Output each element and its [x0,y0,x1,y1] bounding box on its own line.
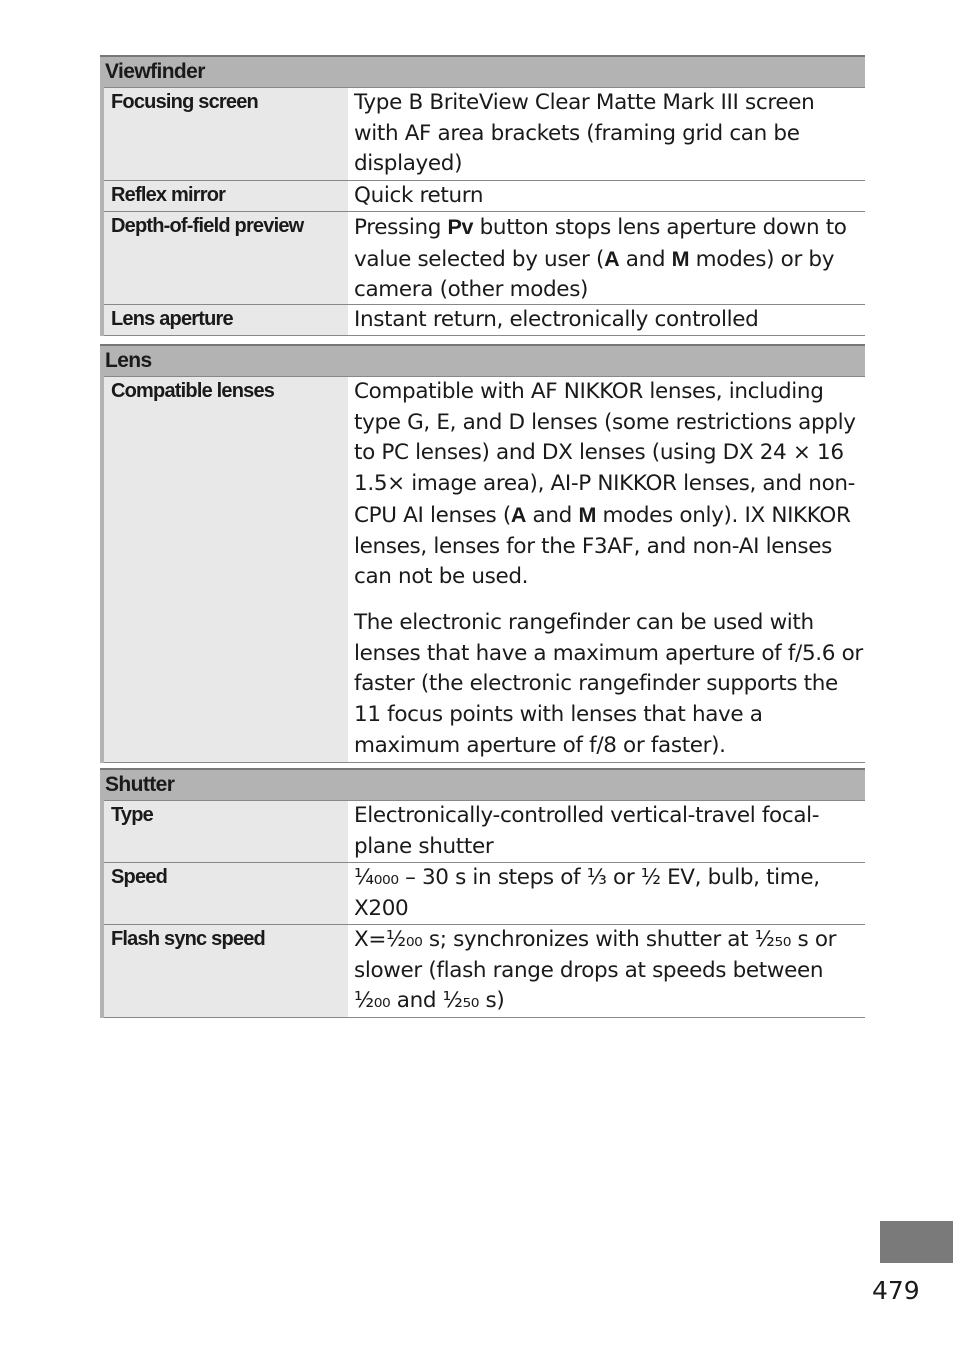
row-label: Speed [104,863,348,924]
table-row [104,800,865,862]
row-value: X=¹⁄₂₀₀ s; synchronizes with shutter at ¹⁄₂₅₀ s or slower (flash range drops at speeds between ¹⁄₂₀₀ and ¹⁄₂₅₀ s) [354,927,837,1014]
row-label: Reflex mirror [104,181,348,211]
row-label: Compatible lenses [104,377,348,762]
row-value: Electronically-controlled vertical-travel focal-plane shutter [354,803,820,859]
shutter-section [100,768,865,1018]
row-label: Focusing screen [104,88,348,180]
lens-section [100,344,865,763]
table-row [104,87,865,180]
page-number: 479 [872,1276,920,1305]
table-row [104,924,865,1018]
mode-m-label: M [578,502,596,527]
viewfinder-section [100,55,865,336]
row-value: Instant return, electronically controlled [354,307,759,332]
row-label: Flash sync speed [104,925,348,1017]
compatible-lenses-text: Compatible with AF NIKKOR lenses, including type G, E, and D lenses (some restrictions apply to PC lenses) and DX lenses (using DX 24 × 16 1.5× image area), AI-P NIKKOR lenses, and non-CPU AI lenses (A and M modes only). IX NIKKOR lenses, lenses for the F3AF, and non-AI lenses can not be used. [354,379,856,590]
rangefinder-text: The electronic rangefinder can be used with lenses that have a maximum aperture of f/5.6 or faster (the electronic rangefinder supports the 11 focus points with lenses that have a maximum aperture of f/8 or faster). [354,609,863,758]
table-row [104,180,865,211]
table-row [104,211,865,304]
table-row [104,862,865,924]
row-label: Lens aperture [104,305,348,335]
row-label: Type [104,801,348,862]
section-header: Viewfinder [100,55,865,87]
row-value: ¹⁄₄₀₀₀ – 30 s in steps of ¹⁄₃ or ¹⁄₂ EV, bulb, time, X200 [354,865,820,921]
section-header: Lens [100,344,865,376]
section-header: Shutter [100,768,865,800]
section-tab-marker [880,1221,953,1263]
section-body [100,800,865,1018]
mode-m-label: M [671,246,690,271]
row-value: Pressing Pv button stops lens aperture down to value selected by user (A and M modes) or by camera (other modes) [354,215,847,303]
mode-a-label: A [604,246,620,271]
row-label: Depth-of-field preview [104,212,348,304]
row-value: Type B BriteView Clear Matte Mark III screen with AF area brackets (framing grid can be displayed) [354,90,815,177]
row-value [348,377,865,762]
table-row [104,376,865,763]
mode-a-label: A [510,502,527,527]
table-row [104,304,865,336]
pv-button-label: Pv [447,215,474,239]
section-body [100,376,865,763]
section-body [100,87,865,336]
row-value: Quick return [354,183,484,208]
